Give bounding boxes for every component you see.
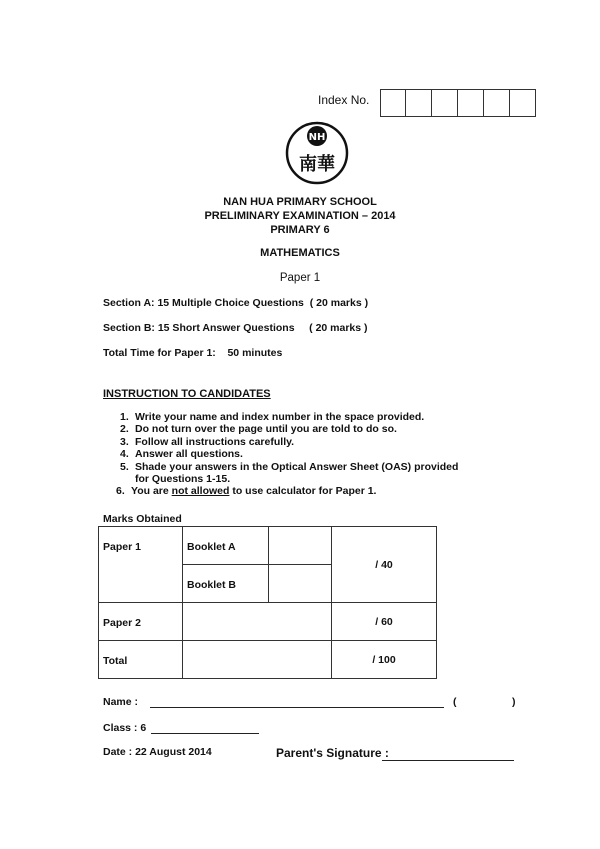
index-digit-box[interactable] xyxy=(510,89,536,117)
booklet-b-score[interactable] xyxy=(269,565,332,603)
paper1-label: Paper 1 xyxy=(99,527,183,603)
instruction-item: 5. Shade your answers in the Optical Answer Sheet (OAS) provided xyxy=(120,460,459,473)
section-b-info: Section B: 15 Short Answer Questions ( 20 marks ) xyxy=(103,322,368,334)
parent-signature-label: Parent's Signature : xyxy=(276,746,389,760)
table-row xyxy=(99,603,437,641)
school-name: NAN HUA PRIMARY SCHOOL xyxy=(223,196,377,208)
index-digit-box[interactable] xyxy=(406,89,432,117)
name-field[interactable] xyxy=(150,707,444,708)
index-digit-box[interactable] xyxy=(380,89,406,117)
name-label: Name : xyxy=(103,696,139,708)
instruction-item: 3. Follow all instructions carefully. xyxy=(120,435,295,448)
table-row xyxy=(99,527,437,565)
school-logo xyxy=(284,121,350,185)
subject-title: MATHEMATICS xyxy=(260,247,340,259)
total-score[interactable] xyxy=(183,641,332,679)
paper2-label: Paper 2 xyxy=(99,603,183,641)
grand-total: / 100 xyxy=(332,641,437,679)
paper2-total: / 60 xyxy=(332,603,437,641)
index-digit-box[interactable] xyxy=(432,89,458,117)
exam-name: PRELIMINARY EXAMINATION – 2014 xyxy=(204,210,396,222)
class-label: Class : 6 xyxy=(103,722,147,734)
table-row xyxy=(99,641,437,679)
section-a-info: Section A: 15 Multiple Choice Questions ( 20 marks ) xyxy=(103,297,369,309)
paper2-score[interactable] xyxy=(183,603,332,641)
level: PRIMARY 6 xyxy=(270,224,330,236)
index-digit-box[interactable] xyxy=(458,89,484,117)
paper1-total: / 40 xyxy=(332,527,437,603)
parent-signature-field[interactable] xyxy=(382,760,514,761)
exam-header xyxy=(0,195,600,237)
booklet-a-score[interactable] xyxy=(269,527,332,565)
class-field[interactable] xyxy=(151,733,259,734)
marks-table xyxy=(98,526,437,679)
instruction-item: 6. You are not allowed to use calculator for Paper 1. xyxy=(116,485,377,498)
marks-obtained-title: Marks Obtained xyxy=(103,513,182,525)
instructions-title: INSTRUCTION TO CANDIDATES xyxy=(103,388,271,400)
instruction-item: for Questions 1-15. xyxy=(135,473,231,486)
index-bracket-open: ( xyxy=(453,696,457,708)
not-allowed-emphasis: not allowed xyxy=(171,485,230,498)
booklet-b-label: Booklet B xyxy=(183,565,269,603)
instruction-item: 1. Write your name and index number in the space provided. xyxy=(120,411,425,423)
index-digit-box[interactable] xyxy=(484,89,510,117)
index-bracket-close: ) xyxy=(512,696,516,708)
total-time-info: Total Time for Paper 1: 50 minutes xyxy=(103,347,283,359)
instructions-list xyxy=(116,411,459,498)
logo-chinese: 南華 xyxy=(299,154,335,175)
instruction-item: 4. Answer all questions. xyxy=(120,448,243,461)
logo-letters: NH xyxy=(308,132,326,143)
index-number-label: Index No. xyxy=(318,93,370,107)
total-label: Total xyxy=(99,641,183,679)
paper-title: Paper 1 xyxy=(279,272,321,284)
booklet-a-label: Booklet A xyxy=(183,527,269,565)
date-label: Date : 22 August 2014 xyxy=(103,746,212,758)
index-number-boxes[interactable] xyxy=(380,89,536,117)
instruction-item: 2. Do not turn over the page until you are told to do so. xyxy=(120,423,397,436)
